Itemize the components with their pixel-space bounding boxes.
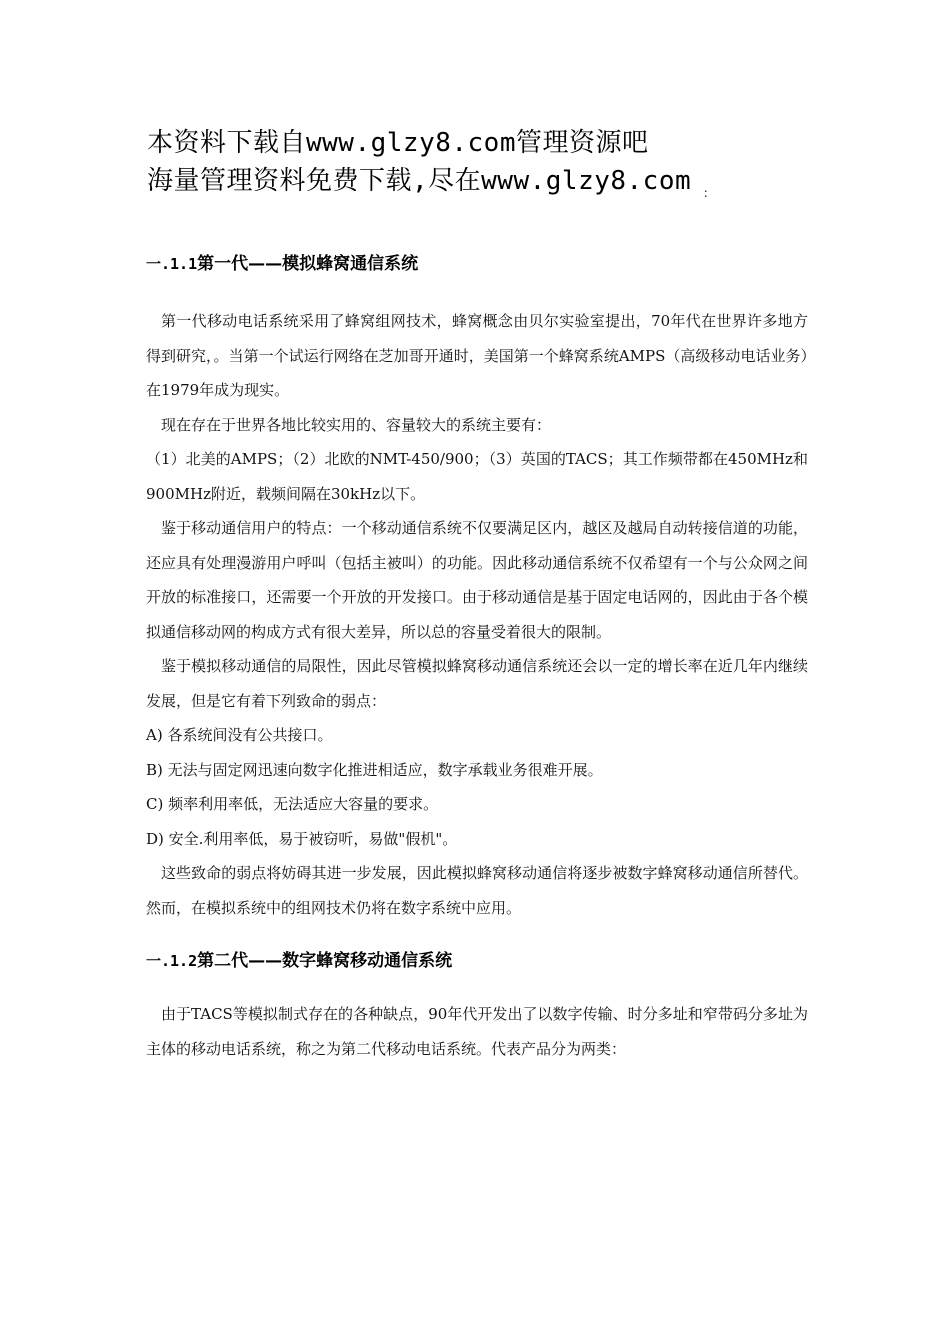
paragraph: 由于TACS等模拟制式存在的各种缺点，90年代开发出了以数字传输、时分多址和窄带码分多址为主体的移动电话系统，称之为第二代移动电话系统。代表产品分为两类： [146,1005,808,1058]
section-title: 第一代——模拟蜂窝通信系统 [197,254,419,274]
document-body [146,250,808,1066]
paragraph: （1）北美的AMPS；（2）北欧的NMT-450/900；（3）英国的TACS；其工作频带都在450MHz和900MHz附近，载频间隔在30kHz以下。 [146,450,808,503]
section-number: 一.1.2 [146,952,198,970]
section-number: 一.1.1 [146,255,198,273]
banner-line-2: 海量管理资料免费下载,尽在www.glzy8.com [147,166,692,196]
download-banner [147,124,747,200]
list-item: B) 无法与固定网迅速向数字化推进相适应，数字承载业务很难开展。 [146,760,603,779]
paragraph: 鉴于移动通信用户的特点：一个移动通信系统不仅要满足区内，越区及越局自动转接信道的功能，还应具有处理漫游用户呼叫（包括主被叫）的功能。因此移动通信系统不仅希望有一个与公众网之间开放的标准接口，还需要一个开放的开发接口。由于移动通信是基于固定电话网的，因此由于各个模拟通信移动网的构成方式有很大差异，所以总的容量受着很大的限制。 [146,519,808,641]
section-heading-first-generation [146,250,808,278]
paragraph: 这些致命的弱点将妨碍其进一步发展，因此模拟蜂窝移动通信将逐步被数字蜂窝移动通信所替代。然而，在模拟系统中的组网技术仍将在数字系统中应用。 [146,864,808,917]
list-item: A) 各系统间没有公共接口。 [146,726,333,744]
section-title: 第二代——数字蜂窝移动通信系统 [197,951,453,971]
paragraph: 现在存在于世界各地比较实用的、容量较大的系统主要有： [161,415,552,434]
section-heading-second-generation [146,947,808,975]
banner-colon: ： [703,186,716,200]
list-item: C) 频率利用率低，无法适应大容量的要求。 [146,795,439,813]
banner-line-1: 本资料下载自www.glzy8.com管理资源吧 [147,128,649,158]
paragraph: 鉴于模拟移动通信的局限性，因此尽管模拟蜂窝移动通信系统还会以一定的增长率在近几年内继续发展，但是它有着下列致命的弱点： [146,657,808,710]
paragraph: 第一代移动电话系统采用了蜂窝组网技术，蜂窝概念由贝尔实验室提出，70年代在世界许多地方得到研究，。当第一个试运行网络在芝加哥开通时，美国第一个蜂窝系统AMPS（高级移动电话业务）在1979年成为现实。 [146,312,808,399]
list-item: D) 安全.利用率低，易于被窃听，易做"假机"。 [146,829,458,848]
